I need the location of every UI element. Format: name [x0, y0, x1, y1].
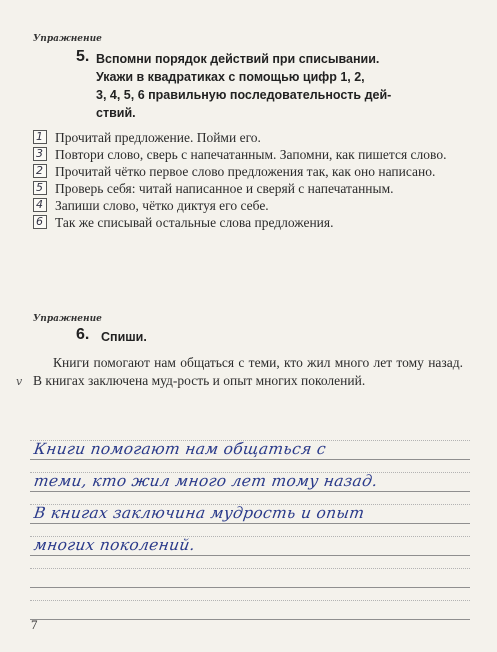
handwritten-text: В книгах заключина мудрость и опыт: [32, 504, 366, 522]
step-item: [33, 180, 463, 197]
copy-text: Книги помогают нам общаться с теми, кто жил много лет тому назад. В книгах заключена муд-рость и опыт многих поколений.: [33, 355, 463, 388]
writing-line[interactable]: [30, 524, 470, 556]
exercise-5-number: 5.: [76, 48, 90, 65]
step-item: [33, 214, 463, 231]
step-item: [33, 146, 463, 163]
exercise-6-task: [101, 328, 147, 346]
step-text: Прочитай предложение. Пойми его.: [55, 130, 261, 145]
order-number: 2: [36, 164, 43, 177]
steps-list: [33, 129, 463, 231]
order-checkbox[interactable]: [33, 198, 47, 212]
task-line-4: ствий.: [96, 106, 136, 120]
handwritten-text: многих поколений.: [32, 536, 197, 554]
handwritten-text: Книги помогают нам общаться с: [32, 440, 328, 458]
task-line-2: Укажи в квадратиках с помощью цифр 1, 2,: [96, 70, 365, 84]
handwritten-text: теми, кто жил много лет тому назад.: [32, 472, 379, 490]
order-checkbox[interactable]: [33, 181, 47, 195]
margin-check-mark: v: [16, 375, 23, 388]
step-item: [33, 129, 463, 146]
step-text: Повтори слово, сверь с напечатанным. Запомни, как пишется слово.: [55, 147, 447, 162]
step-text: Так же списывай остальные слова предложения.: [55, 215, 334, 230]
order-number: 6: [36, 215, 43, 228]
writing-line[interactable]: [30, 492, 470, 524]
task-line-1: Вспомни порядок действий при списывании.: [96, 52, 380, 66]
writing-line[interactable]: [30, 428, 470, 460]
writing-line[interactable]: [30, 460, 470, 492]
order-number: 1: [36, 130, 43, 143]
step-item: [33, 163, 463, 180]
step-text: Проверь себя: читай написанное и сверяй с напечатанным.: [55, 181, 394, 196]
order-number: 3: [36, 147, 43, 160]
order-checkbox[interactable]: [33, 215, 47, 229]
order-checkbox[interactable]: [33, 130, 47, 144]
exercise-6-number: 6.: [76, 326, 90, 343]
step-item: [33, 197, 463, 214]
exercise-6-label: Упражнение: [33, 314, 102, 324]
exercise-6-task-text: Спиши.: [101, 330, 147, 344]
writing-line[interactable]: [30, 556, 470, 588]
order-checkbox[interactable]: [33, 147, 47, 161]
writing-lines[interactable]: [30, 428, 470, 620]
step-text: Прочитай чётко первое слово предложения так, как оно написано.: [55, 164, 436, 179]
exercise-5-label: Упражнение: [33, 34, 102, 44]
order-number: 5: [36, 181, 43, 194]
order-checkbox[interactable]: [33, 164, 47, 178]
order-number: 4: [36, 198, 43, 211]
exercise-5-task: [96, 50, 391, 122]
page-number: 7: [31, 617, 38, 632]
writing-line[interactable]: [30, 588, 470, 620]
step-text: Запиши слово, чётко диктуя его себе.: [55, 198, 269, 213]
task-line-3: 3, 4, 5, 6 правильную последовательность дей-: [96, 88, 392, 102]
